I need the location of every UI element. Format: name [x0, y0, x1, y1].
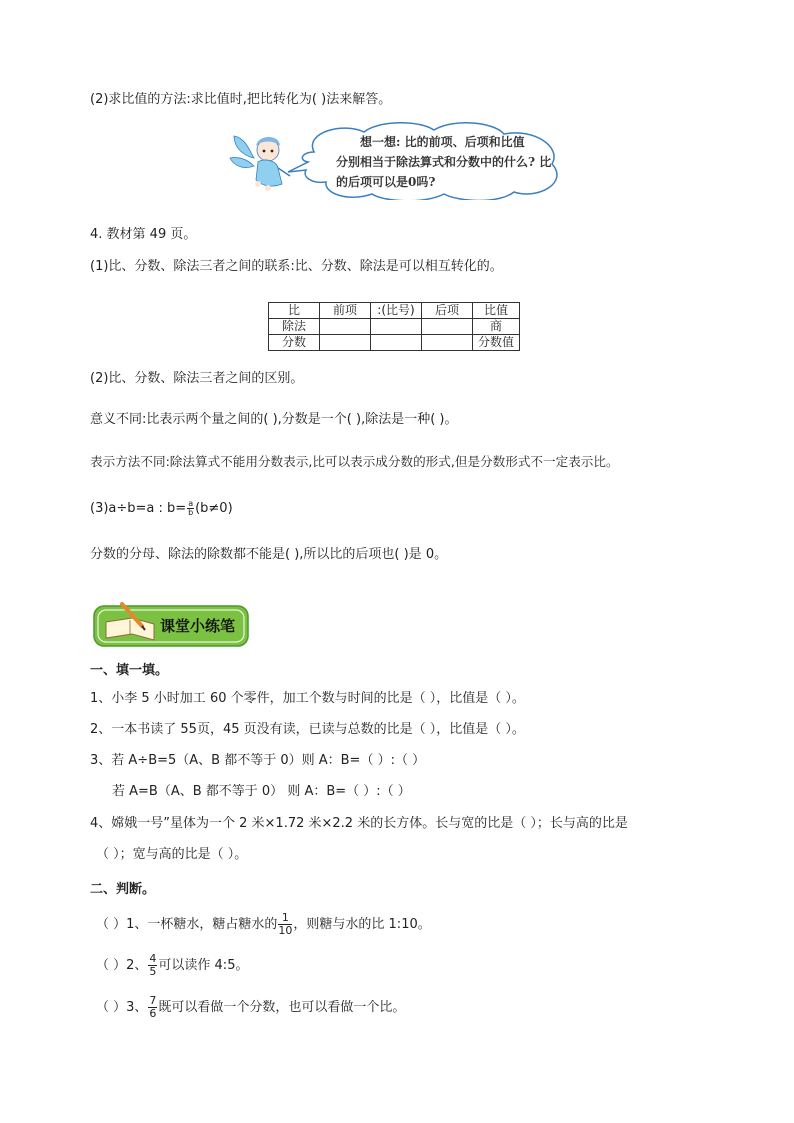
relation-table	[268, 302, 520, 351]
table-cell	[320, 319, 371, 335]
line-textbook-page: 4. 教材第 49 页。	[90, 227, 197, 242]
table-cell	[371, 319, 422, 335]
line-denominator: 分数的分母、除法的除数都不能是( ),所以比的后项也( )是 0。	[90, 547, 448, 562]
cloud-line-3: 的后项可以是0吗?	[336, 175, 436, 189]
table-cell: 后项	[422, 303, 473, 319]
banner-label: 课堂小练笔	[160, 617, 236, 635]
question-1: 1、小李 5 小时加工 60 个零件，加工个数与时间的比是（ ），比值是（ ）。	[90, 691, 525, 706]
table-row	[269, 303, 520, 319]
section-fill: 一、填一填。	[90, 663, 169, 678]
line-connection: (1)比、分数、除法三者之间的联系:比、分数、除法是可以相互转化的。	[90, 259, 503, 274]
table-cell: 比	[269, 303, 320, 319]
table-cell	[320, 335, 371, 351]
table-row	[269, 335, 520, 351]
table-cell: 除法	[269, 319, 320, 335]
cloud-line-2: 分别相当于除法算式和分数中的什么? 比	[336, 155, 552, 169]
judge-1: （ ）1、一杯糖水，糖占糖水的 $\frac{1}{10}$ ，则糖与水的比 1:10。	[96, 911, 431, 937]
judge-2: （ ）2、 $\frac{4}{5}$ 可以读作 4:5。	[96, 952, 249, 978]
table-cell	[371, 335, 422, 351]
question-3b: 若 A=B（A、B 都不等于 0） 则 A：B=（ ）:（ ）	[112, 784, 411, 799]
line-formula	[90, 500, 233, 518]
table-cell: 商	[473, 319, 520, 335]
table-cell: 分数	[269, 335, 320, 351]
fairy-illustration	[228, 128, 298, 194]
table-row	[269, 319, 520, 335]
table-cell: 比值	[473, 303, 520, 319]
table-cell: :(比号)	[371, 303, 422, 319]
judge-3: （ ）3、 $\frac{7}{6}$ 既可以看做一个分数，也可以看做一个比。	[96, 994, 406, 1020]
cloud-line-1: 想一想: 比的前项、后项和比值	[360, 135, 525, 149]
line-difference: (2)比、分数、除法三者之间的区别。	[90, 371, 304, 386]
question-3a: 3、若 A÷B=5（A、B 都不等于 0）则 A：B=（ ）:（ ）	[90, 753, 426, 768]
question-4a: 4、嫦娥一号”星体为一个 2 米×1.72 米×2.2 米的长方体。长与宽的比是（ ）；长与高的比是	[90, 816, 628, 831]
table-cell: 前项	[320, 303, 371, 319]
formula-condition: (b≠0)	[195, 501, 233, 516]
fraction: $\frac{a}{b}$	[188, 499, 194, 517]
table-cell	[422, 335, 473, 351]
line-ratio-method: (2)求比值的方法:求比值时,把比转化为( )法来解答。	[90, 92, 392, 107]
table-cell: 分数值	[473, 335, 520, 351]
cloud-text	[336, 132, 556, 192]
fraction: $\frac{4}{5}$	[149, 952, 157, 978]
fraction: $\frac{1}{10}$	[278, 911, 293, 937]
formula-part: (3)a÷b=a : b=	[90, 501, 187, 516]
section-judge: 二、判断。	[90, 882, 156, 897]
fraction: $\frac{7}{6}$	[149, 994, 157, 1020]
line-notation: 表示方法不同:除法算式不能用分数表示,比可以表示成分数的形式,但是分数形式不一定表示比。	[90, 454, 619, 469]
line-meaning: 意义不同:比表示两个量之间的( ),分数是一个( ),除法是一种( )。	[90, 412, 458, 427]
question-4b: （ ）；宽与高的比是（ ）。	[96, 847, 248, 862]
table-cell	[422, 319, 473, 335]
question-2: 2、一本书读了 55页，45 页没有读，已读与总数的比是（ ），比值是（ ）。	[90, 722, 525, 737]
